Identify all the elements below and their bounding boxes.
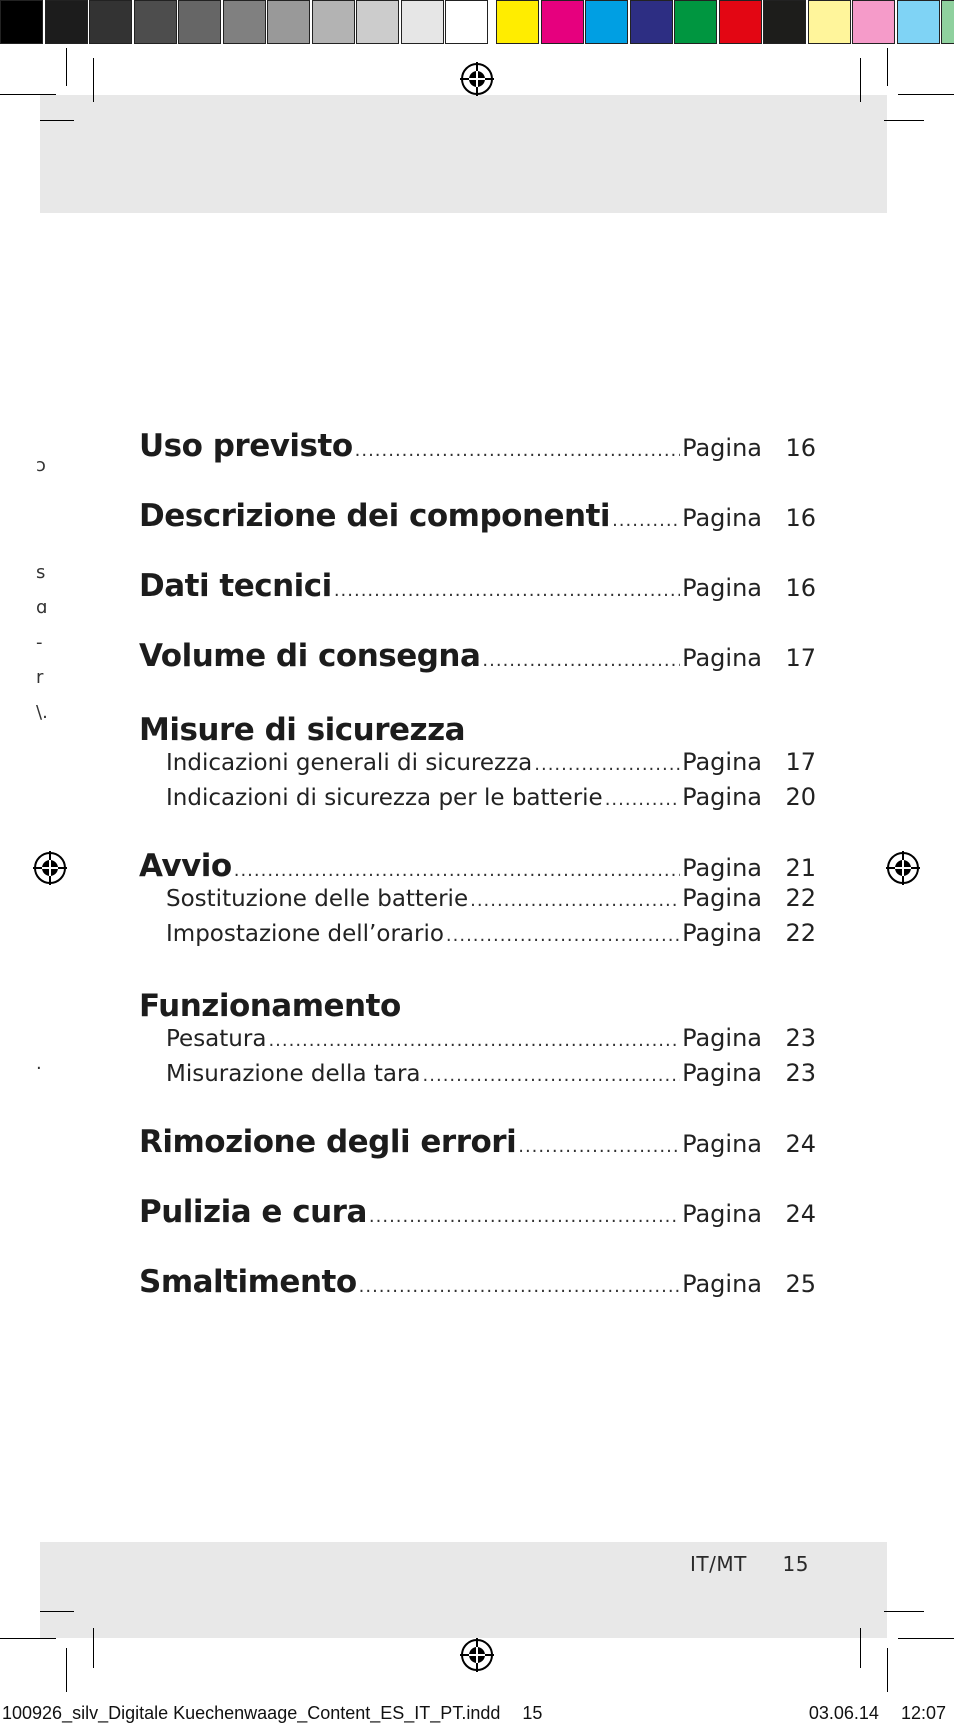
registration-mark-icon xyxy=(33,851,67,885)
edge-mark: - xyxy=(36,632,43,653)
edge-mark: ɔ xyxy=(36,455,46,476)
registration-mark-icon xyxy=(460,1638,494,1672)
leader-dots xyxy=(423,1065,681,1086)
page-word: Pagina xyxy=(682,748,762,776)
page-word: Pagina xyxy=(682,644,762,672)
toc-entry-page: 16 xyxy=(785,504,816,532)
toc-entry-page: 16 xyxy=(785,434,816,462)
slug-page: 15 xyxy=(522,1703,543,1723)
edge-mark: s xyxy=(36,562,46,583)
gray-swatch xyxy=(445,0,488,44)
toc-entry-page: 23 xyxy=(785,1024,816,1052)
page-word: Pagina xyxy=(682,574,762,602)
page-word: Pagina xyxy=(682,1130,762,1158)
leader-dots xyxy=(482,650,680,671)
toc-subentry[interactable] xyxy=(139,783,816,818)
edge-mark: \. xyxy=(36,702,48,723)
crop-mark xyxy=(66,48,67,86)
toc-entry-title: Avvio xyxy=(139,848,232,884)
page-footer xyxy=(690,1552,809,1576)
slug-filename: 100926_silv_Digitale Kuechenwaage_Content_ES_IT_PT.indd xyxy=(2,1703,501,1723)
toc-entry[interactable] xyxy=(139,428,816,498)
print-slug-filename xyxy=(2,1703,542,1724)
toc-section-heading[interactable]: Misure di sicurezza xyxy=(139,712,466,748)
gray-swatch xyxy=(312,0,355,44)
crop-mark xyxy=(898,1638,954,1639)
crop-mark xyxy=(884,1611,924,1612)
toc-subentry[interactable] xyxy=(139,1024,816,1059)
leader-dots xyxy=(534,754,680,775)
toc-entry-page: 16 xyxy=(785,574,816,602)
gray-swatch xyxy=(178,0,221,44)
locale-label: IT/MT xyxy=(690,1552,747,1576)
gray-swatch xyxy=(267,0,310,44)
toc-entry-page: 22 xyxy=(785,919,816,947)
leader-dots xyxy=(518,1136,680,1157)
edge-mark: · xyxy=(36,1058,42,1079)
toc-entry-title: Uso previsto xyxy=(139,428,353,464)
print-slug-timestamp xyxy=(809,1703,946,1724)
toc-subentry[interactable] xyxy=(139,748,816,783)
table-of-contents xyxy=(139,428,816,1334)
gray-swatch xyxy=(401,0,444,44)
toc-entry-title: Descrizione dei componenti xyxy=(139,498,611,534)
page-word: Pagina xyxy=(682,434,762,462)
registration-mark-icon xyxy=(460,62,494,96)
toc-entry-title: Sostituzione delle batterie xyxy=(166,886,469,912)
crop-mark xyxy=(40,1611,74,1612)
leader-dots xyxy=(234,860,680,881)
toc-entry-page: 17 xyxy=(785,644,816,672)
color-swatch xyxy=(897,0,940,44)
crop-mark xyxy=(884,120,924,121)
leader-dots xyxy=(612,510,680,531)
toc-entry-page: 24 xyxy=(785,1200,816,1228)
color-swatch xyxy=(585,0,628,44)
leader-dots xyxy=(605,789,680,810)
crop-mark xyxy=(860,58,861,102)
color-swatch xyxy=(852,0,895,44)
toc-entry[interactable] xyxy=(139,848,816,884)
page-number: 15 xyxy=(782,1552,809,1576)
page-word: Pagina xyxy=(682,504,762,532)
toc-entry[interactable] xyxy=(139,568,816,638)
toc-entry-page: 21 xyxy=(785,854,816,882)
toc-entry[interactable] xyxy=(139,1264,816,1334)
toc-entry[interactable] xyxy=(139,498,816,568)
page-word: Pagina xyxy=(682,1200,762,1228)
leader-dots xyxy=(355,440,680,461)
crop-mark xyxy=(887,48,888,86)
color-calibration-bar xyxy=(0,0,954,48)
page-word: Pagina xyxy=(682,854,762,882)
edge-mark: ɑ xyxy=(36,597,48,618)
toc-entry-title: Impostazione dell’orario xyxy=(166,921,444,947)
toc-entry-page: 22 xyxy=(785,884,816,912)
gray-swatch xyxy=(134,0,177,44)
gray-swatch xyxy=(89,0,132,44)
leader-dots xyxy=(359,1276,680,1297)
color-swatch xyxy=(763,0,806,44)
toc-entry-title: Rimozione degli errori xyxy=(139,1124,517,1160)
toc-entry-title: Dati tecnici xyxy=(139,568,332,604)
toc-subentry[interactable] xyxy=(139,1059,816,1094)
toc-entry[interactable] xyxy=(139,1194,816,1264)
spacer xyxy=(139,1094,816,1124)
toc-entry-page: 25 xyxy=(785,1270,816,1298)
crop-mark xyxy=(0,94,56,95)
crop-mark xyxy=(93,1628,94,1668)
toc-entry-page: 23 xyxy=(785,1059,816,1087)
spacer xyxy=(139,818,816,848)
toc-subentry[interactable] xyxy=(139,884,816,919)
toc-subentry[interactable] xyxy=(139,919,816,954)
toc-entry-title: Volume di consegna xyxy=(139,638,481,674)
toc-entry[interactable] xyxy=(139,1124,816,1194)
gray-swatch xyxy=(0,0,43,44)
crop-mark xyxy=(40,120,74,121)
leader-dots xyxy=(446,925,680,946)
crop-mark xyxy=(0,1638,56,1639)
gray-swatch xyxy=(223,0,266,44)
toc-entry-title: Indicazioni generali di sicurezza xyxy=(166,750,533,776)
crop-mark xyxy=(66,1648,67,1692)
page-word: Pagina xyxy=(682,783,762,811)
crop-mark xyxy=(860,1628,861,1668)
registration-mark-icon xyxy=(886,851,920,885)
page-word: Pagina xyxy=(682,1024,762,1052)
page-word: Pagina xyxy=(682,884,762,912)
toc-entry-title: Pesatura xyxy=(166,1026,267,1052)
leader-dots xyxy=(369,1206,680,1227)
color-swatch xyxy=(719,0,762,44)
toc-entry[interactable] xyxy=(139,638,816,708)
edge-mark: r xyxy=(36,667,44,688)
color-swatch xyxy=(941,0,954,44)
color-swatch xyxy=(630,0,673,44)
toc-entry-page: 20 xyxy=(785,783,816,811)
gray-swatch xyxy=(356,0,399,44)
color-swatch xyxy=(674,0,717,44)
gray-swatch xyxy=(45,0,88,44)
color-swatch xyxy=(541,0,584,44)
crop-mark xyxy=(898,94,954,95)
toc-entry-title: Misurazione della tara xyxy=(166,1061,421,1087)
slug-date: 03.06.14 xyxy=(808,1703,879,1723)
color-swatch xyxy=(808,0,851,44)
page-word: Pagina xyxy=(682,1059,762,1087)
crop-mark xyxy=(93,58,94,102)
toc-entry-title: Smaltimento xyxy=(139,1264,357,1300)
toc-entry-title: Indicazioni di sicurezza per le batterie xyxy=(166,785,603,811)
header-band xyxy=(40,95,887,213)
page-word: Pagina xyxy=(682,919,762,947)
leader-dots xyxy=(268,1030,680,1051)
leader-dots xyxy=(470,890,680,911)
toc-section-heading[interactable]: Funzionamento xyxy=(139,988,401,1024)
page-word: Pagina xyxy=(682,1270,762,1298)
crop-mark xyxy=(887,1648,888,1692)
color-swatch xyxy=(496,0,539,44)
leader-dots xyxy=(334,580,680,601)
toc-entry-title: Pulizia e cura xyxy=(139,1194,367,1230)
toc-entry-page: 24 xyxy=(785,1130,816,1158)
slug-time: 12:07 xyxy=(900,1703,946,1723)
toc-entry-page: 17 xyxy=(785,748,816,776)
